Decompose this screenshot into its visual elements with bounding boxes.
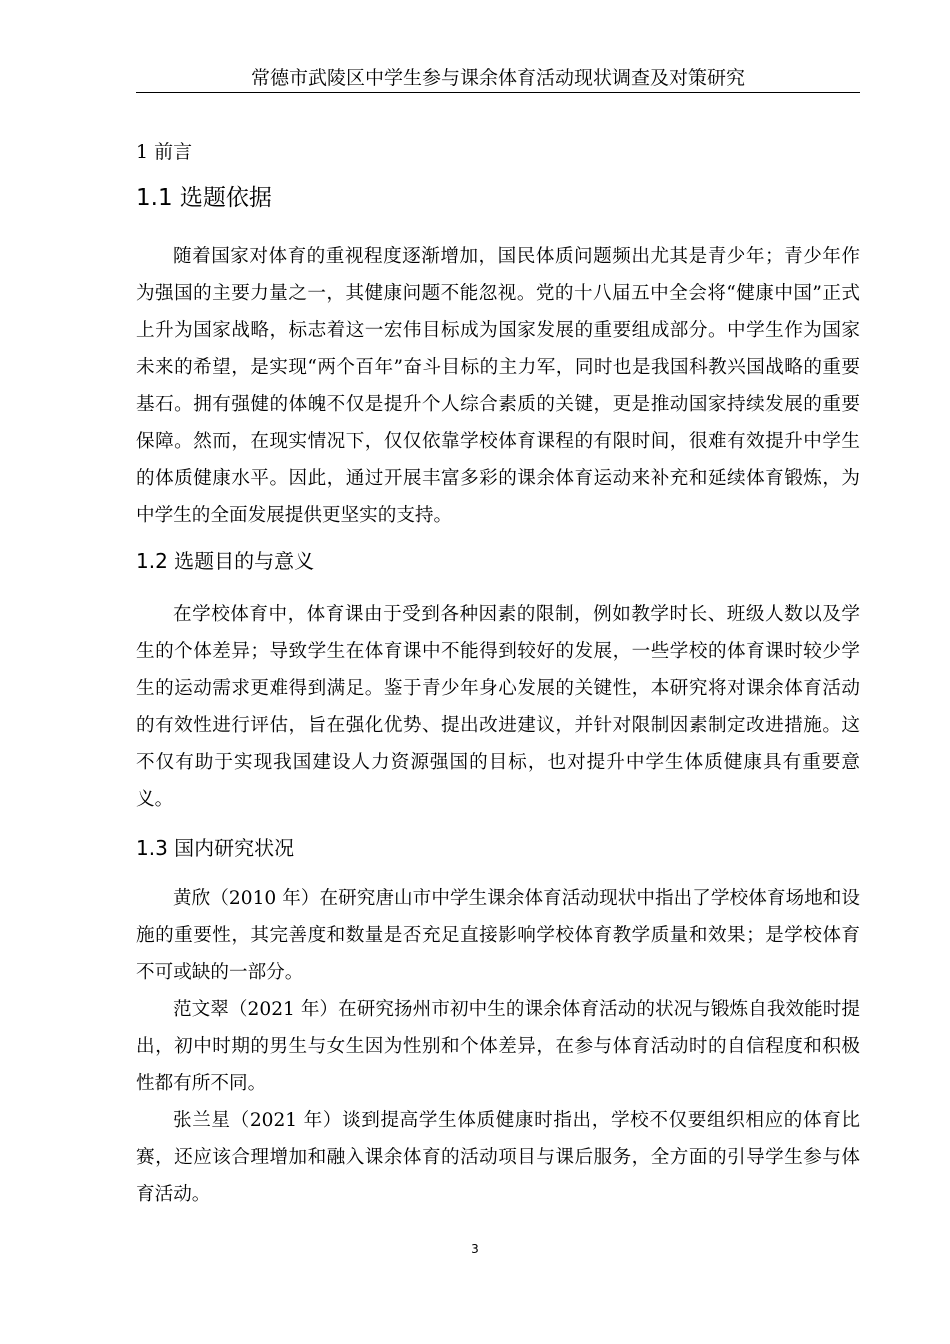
running-header: 常德市武陵区中学生参与课余体育活动现状调查及对策研究 [250, 67, 745, 89]
section-1-2-paragraph: 在学校体育中，体育课由于受到各种因素的限制，例如教学时长、班级人数以及学生的个体差异；导致学生在体育课中不能得到较好的发展，一些学校的体育课时较少学生的运动需求更难得到满足。鉴于青少年身心发展的关键性，本研究将对课余体育活动的有效性进行评估，旨在强化优势、提出改进建议，并针对限制因素制定改进措施。这不仅有助于实现我国建设人力资源强国的目标，也对提升中学生体质健康具有重要意义。 [136, 604, 860, 810]
section-heading-1-3: 1.3 国内研究状况 [136, 836, 295, 860]
header-rule [136, 92, 860, 93]
section-1-3-paragraph-1: 黄欣（2010 年）在研究唐山市中学生课余体育活动现状中指出了学校体育场地和设施的重要性，其完善度和数量是否充足直接影响学校体育教学质量和效果；是学校体育不可或缺的一部分。 [136, 888, 860, 983]
section-1-1-paragraph: 随着国家对体育的重视程度逐渐增加，国民体质问题频出尤其是青少年；青少年作为强国的主要力量之一，其健康问题不能忽视。党的十八届五中全会将“健康中国”正式上升为国家战略，标志着这一宏伟目标成为国家发展的重要组成部分。中学生作为国家未来的希望，是实现“两个百年”奋斗目标的主力军，同时也是我国科教兴国战略的重要基石。拥有强健的体魄不仅是提升个人综合素质的关键，更是推动国家持续发展的重要保障。然而，在现实情况下，仅仅依靠学校体育课程的有限时间，很难有效提升中学生的体质健康水平。因此，通过开展丰富多彩的课余体育运动来补充和延续体育锻炼，为中学生的全面发展提供更坚实的支持。 [136, 246, 860, 526]
section-heading-1-2: 1.2 选题目的与意义 [136, 549, 315, 573]
section-1-3-paragraph-2: 范文翠（2021 年）在研究扬州市初中生的课余体育活动的状况与锻炼自我效能时提出，初中时期的男生与女生因为性别和个体差异，在参与体育活动时的自信程度和积极性都有所不同。 [136, 999, 860, 1094]
page-number: 3 [471, 1242, 479, 1256]
section-1-3-paragraph-3: 张兰星（2021 年）谈到提高学生体质健康时指出，学校不仅要组织相应的体育比赛，还应该合理增加和融入课余体育的活动项目与课后服务，全方面的引导学生参与体育活动。 [136, 1110, 860, 1205]
section-heading-1-1: 1.1 选题依据 [136, 185, 272, 211]
chapter-label: 1 前言 [136, 141, 193, 163]
